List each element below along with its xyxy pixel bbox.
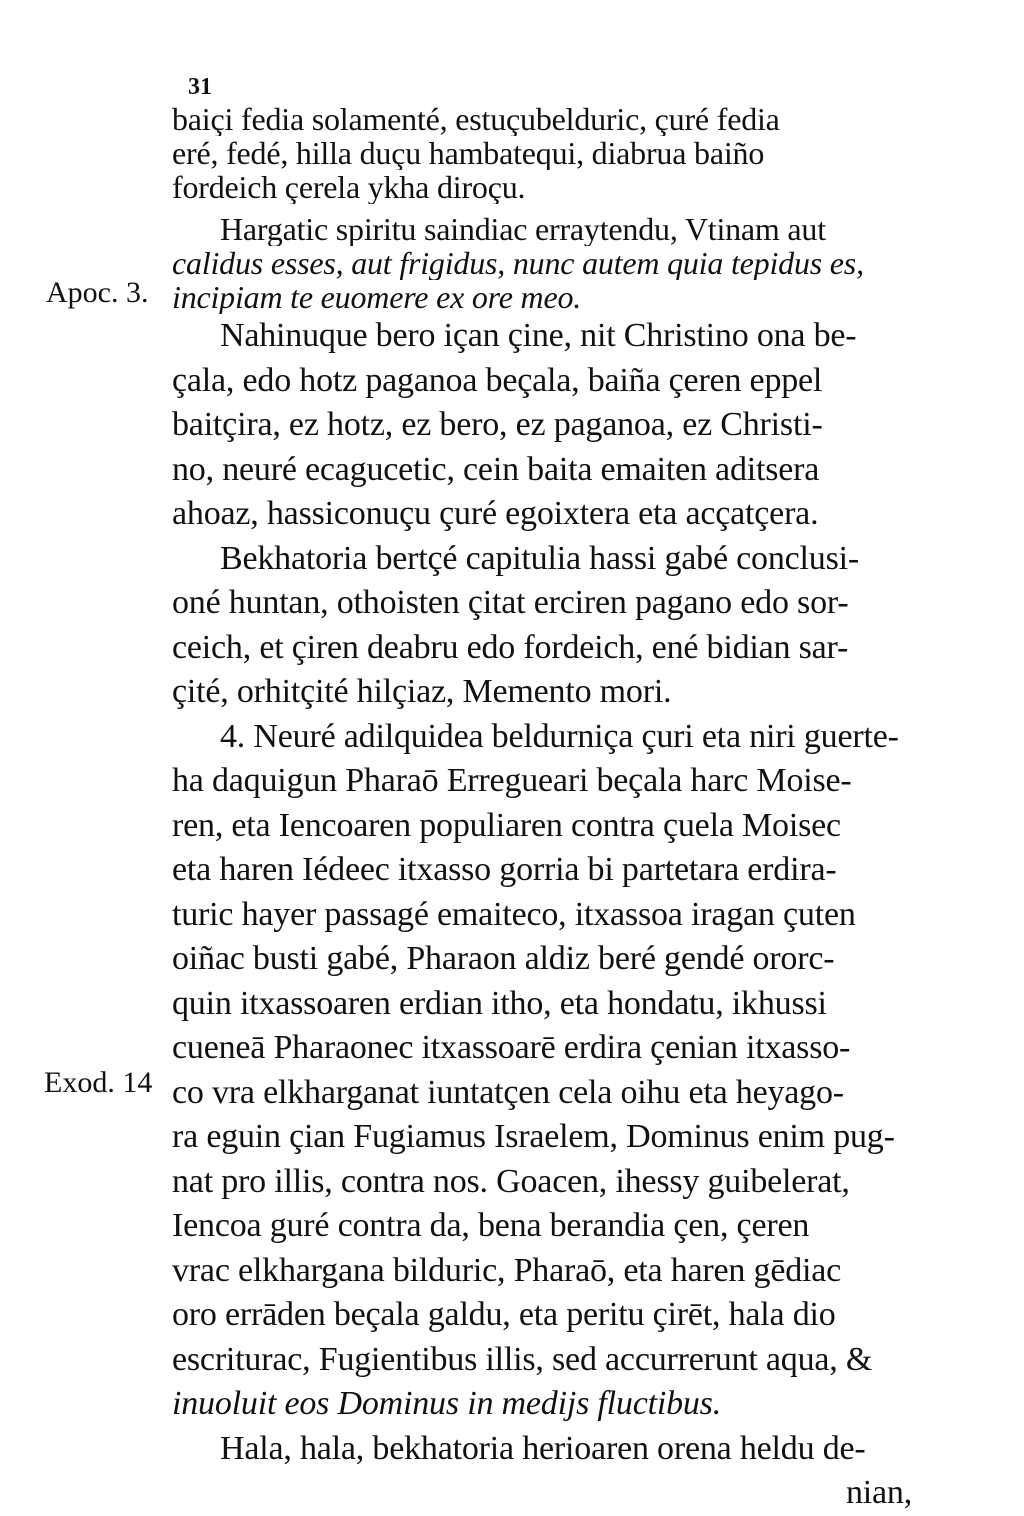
text-line: ha daquigun Pharaō Erregueari beçala harc Moise- <box>172 762 852 799</box>
text-line: cueneā Pharaonec itxassoarē erdira çenian itxasso- <box>172 1029 851 1066</box>
text-line: çala, edo hotz paganoa beçala, baiña çeren eppel <box>172 361 823 399</box>
text-line: ra eguin çian Fugiamus Israelem, Dominus enim pug- <box>172 1118 895 1155</box>
text-line: ren, eta Iencoaren populiaren contra çuela Moisec <box>172 806 841 844</box>
text-line: Bekhatoria bertçé capitulia hassi gabé conclusi- <box>220 539 859 577</box>
margin-note-apoc: Apoc. 3. <box>46 276 149 309</box>
text-line: nat pro illis, contra nos. Goacen, ihessy guibelerat, <box>172 1162 850 1200</box>
text-line: oné huntan, othoisten çitat erciren pagano edo sor- <box>172 584 849 621</box>
text-line-latin: inuoluit eos Dominus in medijs fluctibus. <box>172 1385 722 1422</box>
text-line: turic hayer passagé emaiteco, itxassoa iragan çuten <box>172 895 856 933</box>
text-line: 4. Neuré adilquidea beldurniça çuri eta niri guerte- <box>220 717 899 755</box>
text-line: baitçira, ez hotz, ez bero, ez paganoa, ez Christi- <box>172 406 823 443</box>
text-line: Hala, hala, bekhatoria herioaren orena heldu de- <box>220 1429 866 1467</box>
text-line: oiñac busti gabé, Pharaon aldiz beré gendé ororc- <box>172 940 835 977</box>
text-line: ahoaz, hassiconuçu çuré egoixtera eta acçatçera. <box>172 495 819 532</box>
text-line: Hargatic spiritu saindiac erraytendu, Vtinam aut <box>220 212 826 246</box>
text-line-latin: incipiam te euomere ex ore meo. <box>172 280 582 314</box>
page-number: 31 <box>188 74 212 100</box>
text-line: quin itxassoaren erdian itho, eta hondatu, ikhussi <box>172 984 827 1022</box>
text-line-latin: calidus esses, aut frigidus, nunc autem quia tepidus es, <box>172 246 864 280</box>
text-line: Nahinuque bero içan çine, nit Christino ona be- <box>220 317 857 354</box>
text-line: co vra elkharganat iuntatçen cela oihu eta heyago- <box>172 1073 844 1111</box>
text-line: vrac elkhargana bilduric, Pharaō, eta haren gēdiac <box>172 1251 842 1289</box>
text-line: eta haren Iédeec itxasso gorria bi partetara erdira- <box>172 851 837 888</box>
text-line: escriturac, Fugientibus illis, sed accurrerunt aqua, & <box>172 1340 873 1378</box>
text-line: çité, orhitçité hilçiaz, Memento mori. <box>172 673 672 710</box>
body-text <box>172 102 912 1516</box>
text-line: fordeich çerela ykha diroçu. <box>172 170 526 204</box>
text-line: baiçi fedia solamenté, estuçubelduric, çuré fedia <box>172 102 780 136</box>
text-line: ceich, et çiren deabru edo fordeich, ené bidian sar- <box>172 628 849 666</box>
catchword: nian, <box>845 1474 912 1511</box>
text-line: Iencoa guré contra da, bena berandia çen, çeren <box>172 1207 810 1244</box>
margin-note-exod: Exod. 14 <box>44 1066 153 1099</box>
text-line: eré, fedé, hilla duçu hambatequi, diabrua baiño <box>172 136 765 170</box>
text-line: no, neuré ecagucetic, cein baita emaiten aditsera <box>172 450 820 488</box>
text-line: oro errāden beçala galdu, eta peritu çirēt, hala dio <box>172 1296 836 1333</box>
